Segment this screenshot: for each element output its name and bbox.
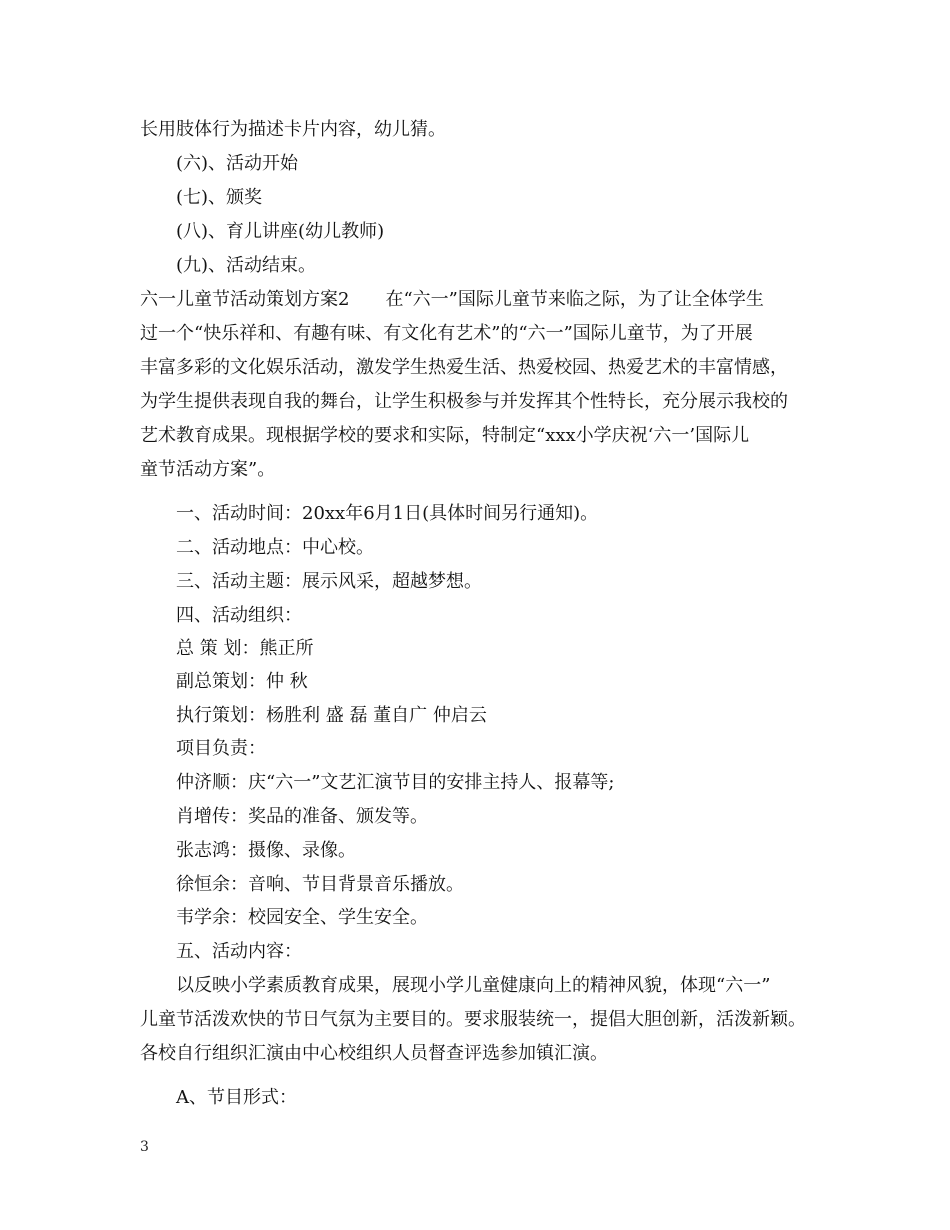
list-item: 韦学余：校园安全、学生安全。	[176, 907, 428, 928]
list-item: 项目负责：	[176, 738, 266, 759]
text-line: 丰富多彩的文化娱乐活动，激发学生热爱生活、热爱校园、热爱艺术的丰富情感，	[140, 357, 788, 378]
list-item: 仲济顺：庆“六一”文艺汇演节目的安排主持人、报幕等;	[176, 772, 615, 793]
list-item: (六)、活动开始	[176, 153, 299, 174]
list-item: 肖增传：奖品的准备、颁发等。	[176, 806, 428, 827]
list-item: 张志鸿：摄像、录像。	[176, 840, 356, 861]
text-line: 艺术教育成果。现根据学校的要求和实际，特制定“xxx小学庆祝‘六一’国际儿	[140, 425, 750, 446]
list-item: 二、活动地点：中心校。	[176, 537, 374, 558]
text-line: 童节活动方案”。	[140, 459, 276, 480]
text-line: 各校自行组织汇演由中心校组织人员督查评选参加镇汇演。	[140, 1043, 608, 1064]
list-item: 徐恒余：音响、节目背景音乐播放。	[176, 874, 464, 895]
section-heading-line: 六一儿童节活动策划方案2 在“六一”国际儿童节来临之际，为了让全体学生	[140, 289, 764, 310]
text-line: 为学生提供表现自我的舞台，让学生积极参与并发挥其个性特长，充分展示我校的	[140, 391, 788, 412]
list-item: 三、活动主题：展示风采，超越梦想。	[176, 571, 482, 592]
list-item: 执行策划：杨胜利 盛 磊 董自广 仲启云	[176, 705, 487, 726]
list-item: A、节目形式：	[176, 1087, 297, 1108]
text-line: 过一个“快乐祥和、有趣有味、有文化有艺术”的“六一”国际儿童节，为了开展	[140, 323, 753, 344]
list-item: 一、活动时间：20xx年6月1日(具体时间另行通知)。	[176, 503, 599, 524]
text-line: 长用肢体行为描述卡片内容，幼儿猜。	[140, 119, 446, 140]
list-item: (七)、颁奖	[176, 187, 263, 208]
text-line: 以反映小学素质教育成果，展现小学儿童健康向上的精神风貌，体现“六一”	[176, 975, 771, 996]
list-item: 副总策划：仲 秋	[176, 671, 308, 692]
list-item: 四、活动组织：	[176, 605, 302, 626]
text-line: 儿童节活泼欢快的节日气氛为主要目的。要求服装统一，提倡大胆创新，活泼新颖。	[140, 1009, 806, 1030]
list-item: 五、活动内容：	[176, 941, 302, 962]
page-number: 3	[140, 1139, 149, 1155]
list-item: (八)、育儿讲座(幼儿教师)	[176, 221, 385, 242]
list-item: 总 策 划：熊正所	[176, 638, 314, 659]
list-item: (九)、活动结束。	[176, 255, 317, 276]
